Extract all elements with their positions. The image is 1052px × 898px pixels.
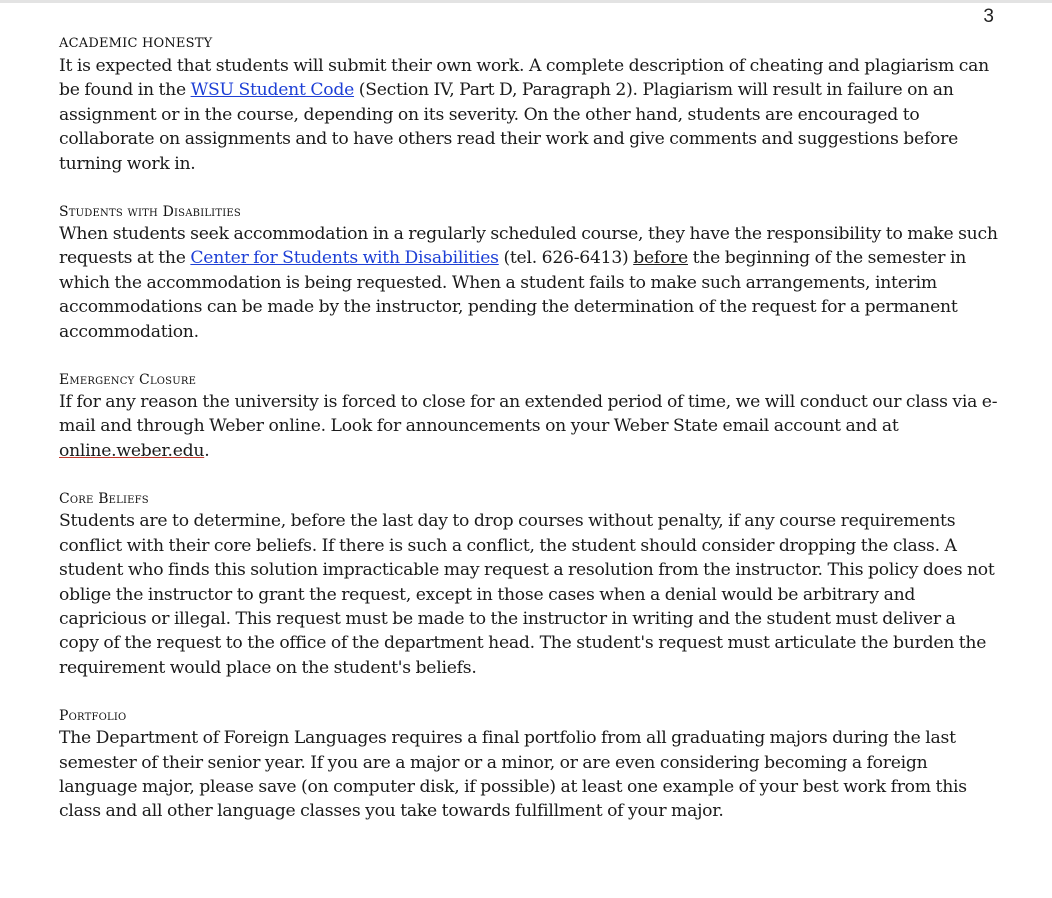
section-paragraph: Students are to determine, before the last day to drop courses without penalty, if any course requirements conflict with their core beliefs. If there is such a conflict, the student should consider dropping the class. A student who finds this solution impracticable may request a resolution from the instructor. This policy does not oblige the instructor to grant the request, except in those cases when a denial would be arbitrary and capricious or illegal. This request must be made to the instructor in writing and the student must deliver a copy of the request to the office of the department head. The student's request must articulate the burden the requirement would place on the student's beliefs. [59,511,995,678]
wsu-student-code-link[interactable]: WSU Student Code [190,80,355,101]
page-number: 3 [983,6,994,27]
paragraph-text: (Section IV, Part D, Paragraph 2). Plagiarism will result in failure on an assignment or in the course, depending on its severity. On the other hand, students are encouraged to collaborate on assignments and to have others read their work and give comments and suggestions before turning work in. [59,80,959,174]
section-heading: ACADEMIC HONESTY [59,36,213,51]
section-heading: Students with Disabilities [59,204,241,221]
section-academic-honesty [59,34,999,176]
paragraph-text: When students seek accommodation in a regularly scheduled course, they have the responsibility to make such requests at the [59,224,998,269]
top-border [0,0,1052,3]
section-heading: Emergency Closure [59,372,197,389]
section-disabilities [59,202,999,344]
section-heading: Core Beliefs [59,491,149,508]
section-heading: Portfolio [59,708,127,725]
paragraph-text: It is expected that students will submit their own work. A complete description of cheating and plagiarism can be found in the [59,56,989,101]
weber-online-url[interactable]: online.weber.edu [59,440,205,461]
paragraph-text: . [204,440,210,461]
disabilities-center-link[interactable]: Center for Students with Disabilities [190,248,499,269]
section-paragraph: The Department of Foreign Languages requires a final portfolio from all graduating majors during the last semester of their senior year. If you are a major or a minor, or are even considering becoming a foreign language major, please save (on computer disk, if possible) at least one example of your best work from this class and all other language classes you take towards fulfillment of your major. [59,728,967,822]
section-portfolio [59,706,999,824]
document-body [59,34,999,850]
paragraph-text: the beginning of the semester in which the accommodation is being requested. When a student fails to make such arrangements, interim accommodations can be made by the instructor, pending the determination of the request for a permanent accommodation. [59,248,967,342]
section-paragraph [59,54,999,176]
underlined-emphasis: before [633,248,688,269]
paragraph-text: If for any reason the university is forced to close for an extended period of time, we will conduct our class via e-mail and through Weber online. Look for announcements on your Weber State email account and at [59,392,998,437]
section-paragraph [59,390,999,463]
section-emergency-closure [59,370,999,463]
paragraph-text: (tel. 626-6413) [498,248,634,269]
section-paragraph [59,222,999,344]
section-core-beliefs [59,489,999,680]
